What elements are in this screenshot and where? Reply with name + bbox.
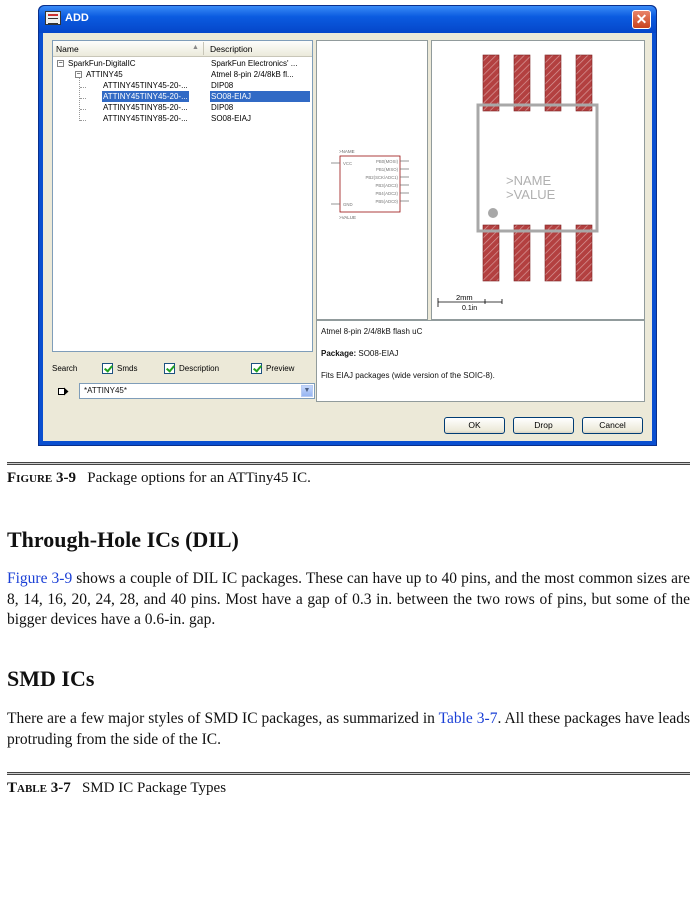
symbol-preview (316, 40, 428, 320)
symbol-value-label: >VALUE (339, 215, 357, 220)
description-panel (316, 320, 645, 402)
drop-button[interactable]: Drop (513, 417, 574, 434)
tree-row-description: DIP08 (211, 103, 234, 112)
smd-pad (514, 55, 530, 111)
library-tree[interactable] (52, 40, 313, 352)
ok-button[interactable]: OK (444, 417, 505, 434)
smd-pad (545, 225, 561, 281)
search-input[interactable] (79, 383, 315, 399)
figure-link[interactable]: Figure 3-9 (7, 570, 73, 587)
symbol-pin-label: PB3(ADC3) (375, 183, 398, 188)
smd-pad (483, 225, 499, 281)
symbol-pin-label: PB1(MISO) (376, 167, 398, 172)
package-value-label: >VALUE (506, 187, 556, 202)
smd-pad (545, 55, 561, 111)
paragraph-text: There are a few major styles of SMD IC packages, as summarized in (7, 710, 439, 727)
paragraph-text: shows a couple of DIL IC packages. These can have up to 40 pins, and the most common sizes are 8, 14, 16, 20, 24, 28, and 40 pins. Most have a gap of 0.3 in. between the two rows of pins, but some of the bigger devices have a 0.6-in. gap. (7, 570, 691, 628)
schematic-symbol (317, 41, 427, 319)
table-caption-text: SMD IC Package Types (81, 780, 227, 796)
search-label: Search (52, 364, 78, 373)
scale-in-label: 0.1in (462, 305, 478, 312)
cancel-button[interactable]: Cancel (582, 417, 643, 434)
symbol-pin-label: PB0(MOSI) (376, 159, 398, 164)
package-label: Package: (321, 349, 357, 358)
title-bar[interactable] (39, 6, 656, 33)
package-line (321, 349, 398, 358)
tree-row-description: SO08-EIAJ (210, 91, 310, 102)
smd-pad (576, 225, 592, 281)
chevron-down-icon[interactable]: ▼ (301, 385, 313, 397)
close-button[interactable]: ✕ (632, 10, 651, 29)
search-arrow-icon (58, 387, 69, 396)
tree-row-variant[interactable] (53, 102, 312, 113)
sort-asc-icon: ▲ (192, 44, 199, 51)
tree-row-variant[interactable] (53, 80, 312, 91)
symbol-pin-label: GND (343, 202, 353, 207)
tree-row-name: SparkFun-DigitalIC (68, 59, 136, 68)
column-header-description[interactable]: Description (210, 44, 253, 54)
tree-row-description: Atmel 8-pin 2/4/8kB fl... (211, 70, 294, 79)
tree-row-library[interactable] (53, 58, 312, 69)
figure-caption-text: Package options for an ATTiny45 IC. (87, 470, 311, 486)
caption-rule (7, 772, 690, 775)
description-label[interactable]: Description (179, 364, 220, 373)
tree-row-description: SO08-EIAJ (211, 114, 252, 123)
caption-rule (7, 462, 690, 465)
collapse-toggle-icon[interactable]: − (58, 60, 63, 67)
table-label: Table 3-7 (7, 780, 71, 796)
symbol-pin-label: PB5(ADC0) (375, 199, 398, 204)
add-dialog-window (38, 5, 657, 446)
tree-row-name: ATTINY45 (86, 70, 123, 79)
smds-checkbox[interactable] (102, 363, 113, 374)
scale-mm-label: 2mm (456, 293, 473, 302)
paragraph-smd (7, 709, 690, 750)
symbol-pin-label: PB4(ADC2) (375, 191, 398, 196)
tree-row-name: ATTINY45TINY85-20-... (103, 114, 188, 123)
package-footprint (432, 41, 644, 319)
column-header-name[interactable]: Name (56, 44, 79, 54)
smd-pad (576, 55, 592, 111)
dialog-body (43, 33, 652, 441)
tree-row-name: ATTINY45TINY85-20-... (103, 103, 188, 112)
tree-row-description: SparkFun Electronics' ... (211, 59, 298, 68)
tree-header (53, 41, 312, 57)
tree-row-variant[interactable] (53, 113, 312, 124)
table-link[interactable]: Table 3-7 (438, 710, 498, 727)
tree-row-name: ATTINY45TINY45-20-... (103, 92, 188, 101)
symbol-pin-label: VCC (343, 161, 353, 166)
dialog-title: ADD (65, 12, 89, 24)
figure-label: Figure 3-9 (7, 470, 76, 486)
paragraph-text: . All these packages have leads protruding from the side of the IC. (7, 710, 690, 748)
figure-caption (7, 470, 311, 487)
symbol-pin-label: PB2(SCK/ADC1) (365, 175, 398, 180)
preview-checkbox[interactable] (251, 363, 262, 374)
app-icon (45, 11, 61, 25)
description-line: Fits EIAJ packages (wide version of the SOIC-8). (321, 371, 495, 380)
section-heading-smd: SMD ICs (7, 666, 95, 691)
column-divider[interactable] (203, 42, 204, 55)
table-caption (7, 780, 226, 797)
tree-row-name: ATTINY45TINY45-20-... (103, 81, 188, 90)
preview-label[interactable]: Preview (266, 364, 295, 373)
description-checkbox[interactable] (164, 363, 175, 374)
pin1-marker (488, 208, 498, 218)
smds-label[interactable]: Smds (117, 364, 138, 373)
smd-pad (514, 225, 530, 281)
section-heading-dil: Through-Hole ICs (DIL) (7, 527, 239, 552)
paragraph-dil (7, 569, 690, 631)
tree-row-variant-selected[interactable] (53, 91, 312, 102)
tree-row-device[interactable] (53, 69, 312, 80)
description-line: Atmel 8-pin 2/4/8kB flash uC (321, 327, 423, 336)
package-name-label: >NAME (506, 173, 552, 188)
symbol-name-label: >NAME (339, 149, 355, 154)
package-value: SO08-EIAJ (358, 349, 399, 358)
search-input-value: *ATTINY45* (84, 386, 127, 395)
smd-pad (483, 55, 499, 111)
tree-row-description: DIP08 (211, 81, 234, 90)
package-preview (431, 40, 645, 320)
collapse-toggle-icon[interactable]: − (76, 71, 81, 78)
